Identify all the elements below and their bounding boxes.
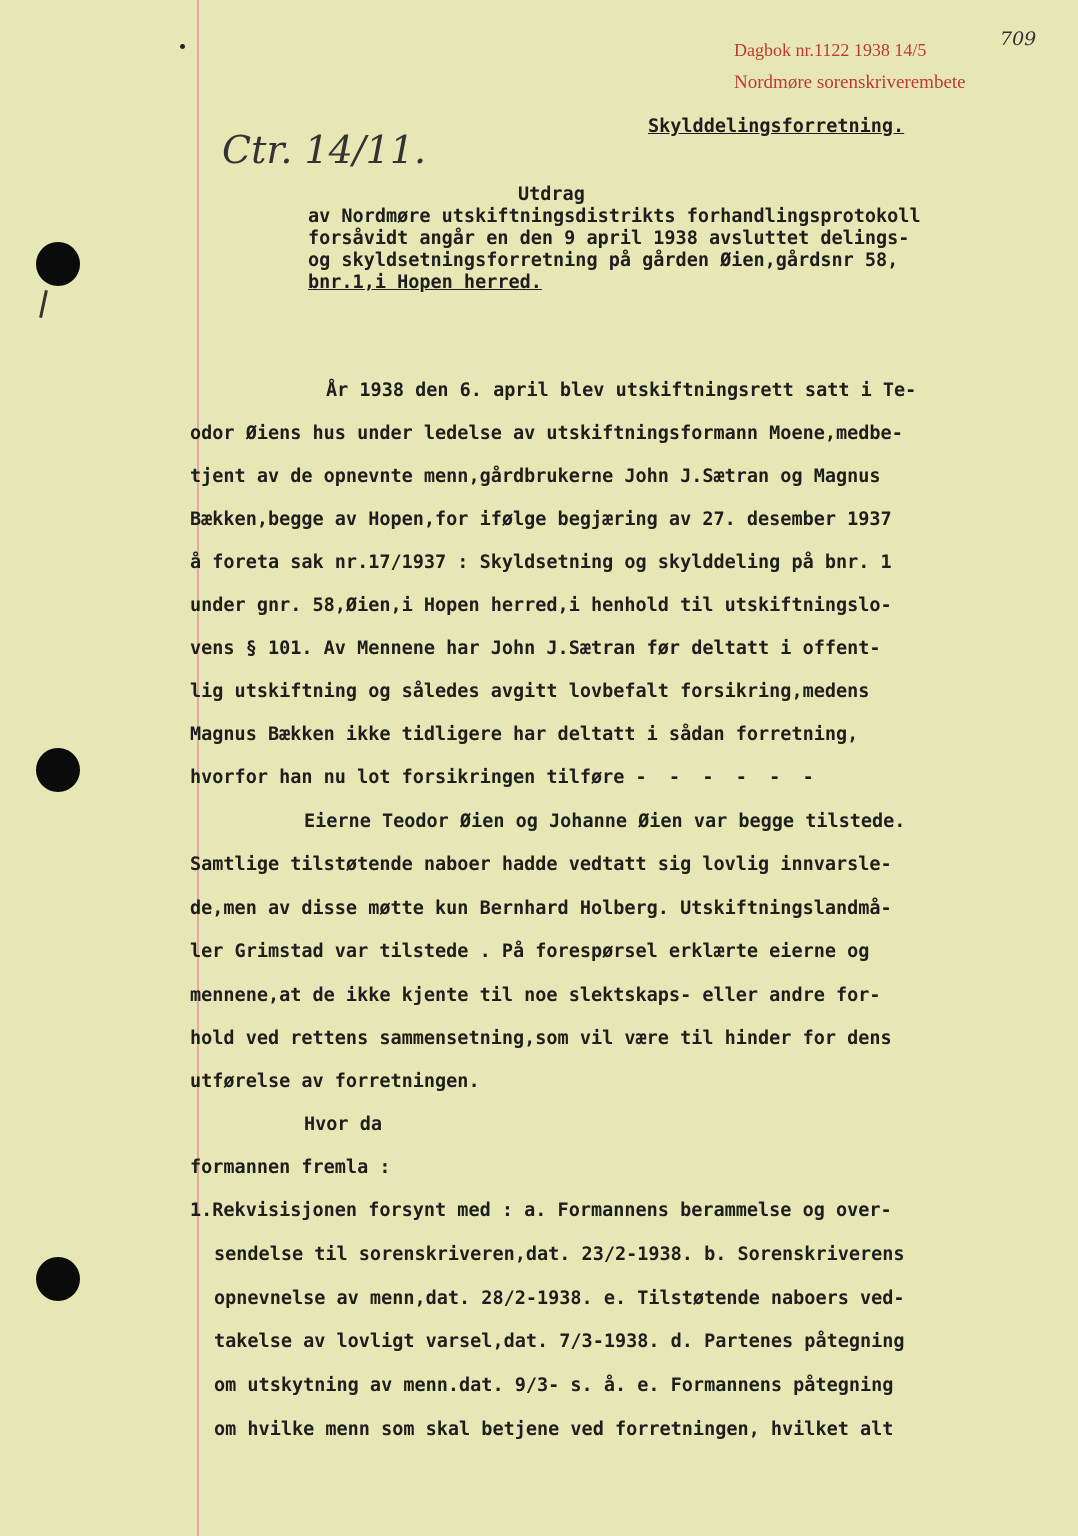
body-line: utførelse av forretningen.: [190, 1071, 480, 1092]
body-line: odor Øiens hus under ledelse av utskiftningsformann Moene,medbe-: [190, 423, 903, 444]
body-line: 1.Rekvisisjonen forsynt med : a. Formannens berammelse og over-: [190, 1200, 892, 1221]
body-line: Samtlige tilstøtende naboer hadde vedtatt sig lovlig innvarsle-: [190, 854, 892, 875]
extract-line: bnr.1,i Hopen herred.: [308, 272, 542, 293]
body-line: vens § 101. Av Mennene har John J.Sætran før deltatt i offent-: [190, 638, 881, 659]
body-line: om utskytning av menn.dat. 9/3- s. å. e. Formannens påtegning: [214, 1375, 894, 1396]
body-line: Eierne Teodor Øien og Johanne Øien var begge tilstede.: [304, 811, 906, 832]
body-line: mennene,at de ikke kjente til noe slektskaps- eller andre for-: [190, 985, 881, 1006]
body-line: om hvilke menn som skal betjene ved forretningen, hvilket alt: [214, 1419, 894, 1440]
margin-note: Ctr. 14/11.: [222, 128, 427, 172]
extract-title: Utdrag: [518, 184, 585, 205]
body-line: hvorfor han nu lot forsikringen tilføre - - - - - -: [190, 767, 814, 788]
document-heading: Skylddelingsforretning.: [648, 116, 905, 137]
extract-line: forsåvidt angår en den 9 april 1938 avsluttet delings-: [308, 228, 910, 249]
punch-hole-middle: [36, 748, 80, 792]
extract-line: og skyldsetningsforretning på gården Øien,gårdsnr 58,: [308, 250, 899, 271]
body-line: År 1938 den 6. april blev utskiftningsrett satt i Te-: [326, 380, 917, 401]
body-line: de,men av disse møtte kun Bernhard Holberg. Utskiftningslandmå-: [190, 898, 892, 919]
body-line: tjent av de opnevnte menn,gårdbrukerne John J.Sætran og Magnus: [190, 466, 881, 487]
body-line: formannen fremla :: [190, 1157, 391, 1178]
body-line: sendelse til sorenskriveren,dat. 23/2-1938. b. Sorenskriverens: [214, 1244, 905, 1265]
body-line: Magnus Bækken ikke tidligere har deltatt i sådan forretning,: [190, 724, 859, 745]
body-line: Hvor da: [304, 1114, 382, 1135]
stamp-diary-number: Dagbok nr.1122 1938 14/5: [734, 40, 927, 60]
margin-tick: [39, 290, 48, 318]
body-line: hold ved rettens sammensetning,som vil være til hinder for dens: [190, 1028, 892, 1049]
body-line: opnevnelse av menn,dat. 28/2-1938. e. Tilstøtende naboers ved-: [214, 1288, 905, 1309]
folio-number: 709: [1000, 28, 1037, 50]
extract-line: av Nordmøre utskiftningsdistrikts forhandlingsprotokoll: [308, 206, 921, 227]
stamp-office: Nordmøre sorenskriverembete: [734, 72, 966, 93]
body-line: å foreta sak nr.17/1937 : Skyldsetning og skylddeling på bnr. 1: [190, 552, 892, 573]
body-line: takelse av lovligt varsel,dat. 7/3-1938. d. Partenes påtegning: [214, 1331, 905, 1352]
body-line: ler Grimstad var tilstede . På forespørsel erklærte eierne og: [190, 941, 870, 962]
body-line: lig utskiftning og således avgitt lovbefalt forsikring,medens: [190, 681, 870, 702]
body-line: Bækken,begge av Hopen,for ifølge begjæring av 27. desember 1937: [190, 509, 892, 530]
punch-hole-bottom: [36, 1257, 80, 1301]
punch-hole-top: [36, 242, 80, 286]
ink-dot: [180, 44, 185, 49]
body-line: under gnr. 58,Øien,i Hopen herred,i henhold til utskiftningslo-: [190, 595, 892, 616]
